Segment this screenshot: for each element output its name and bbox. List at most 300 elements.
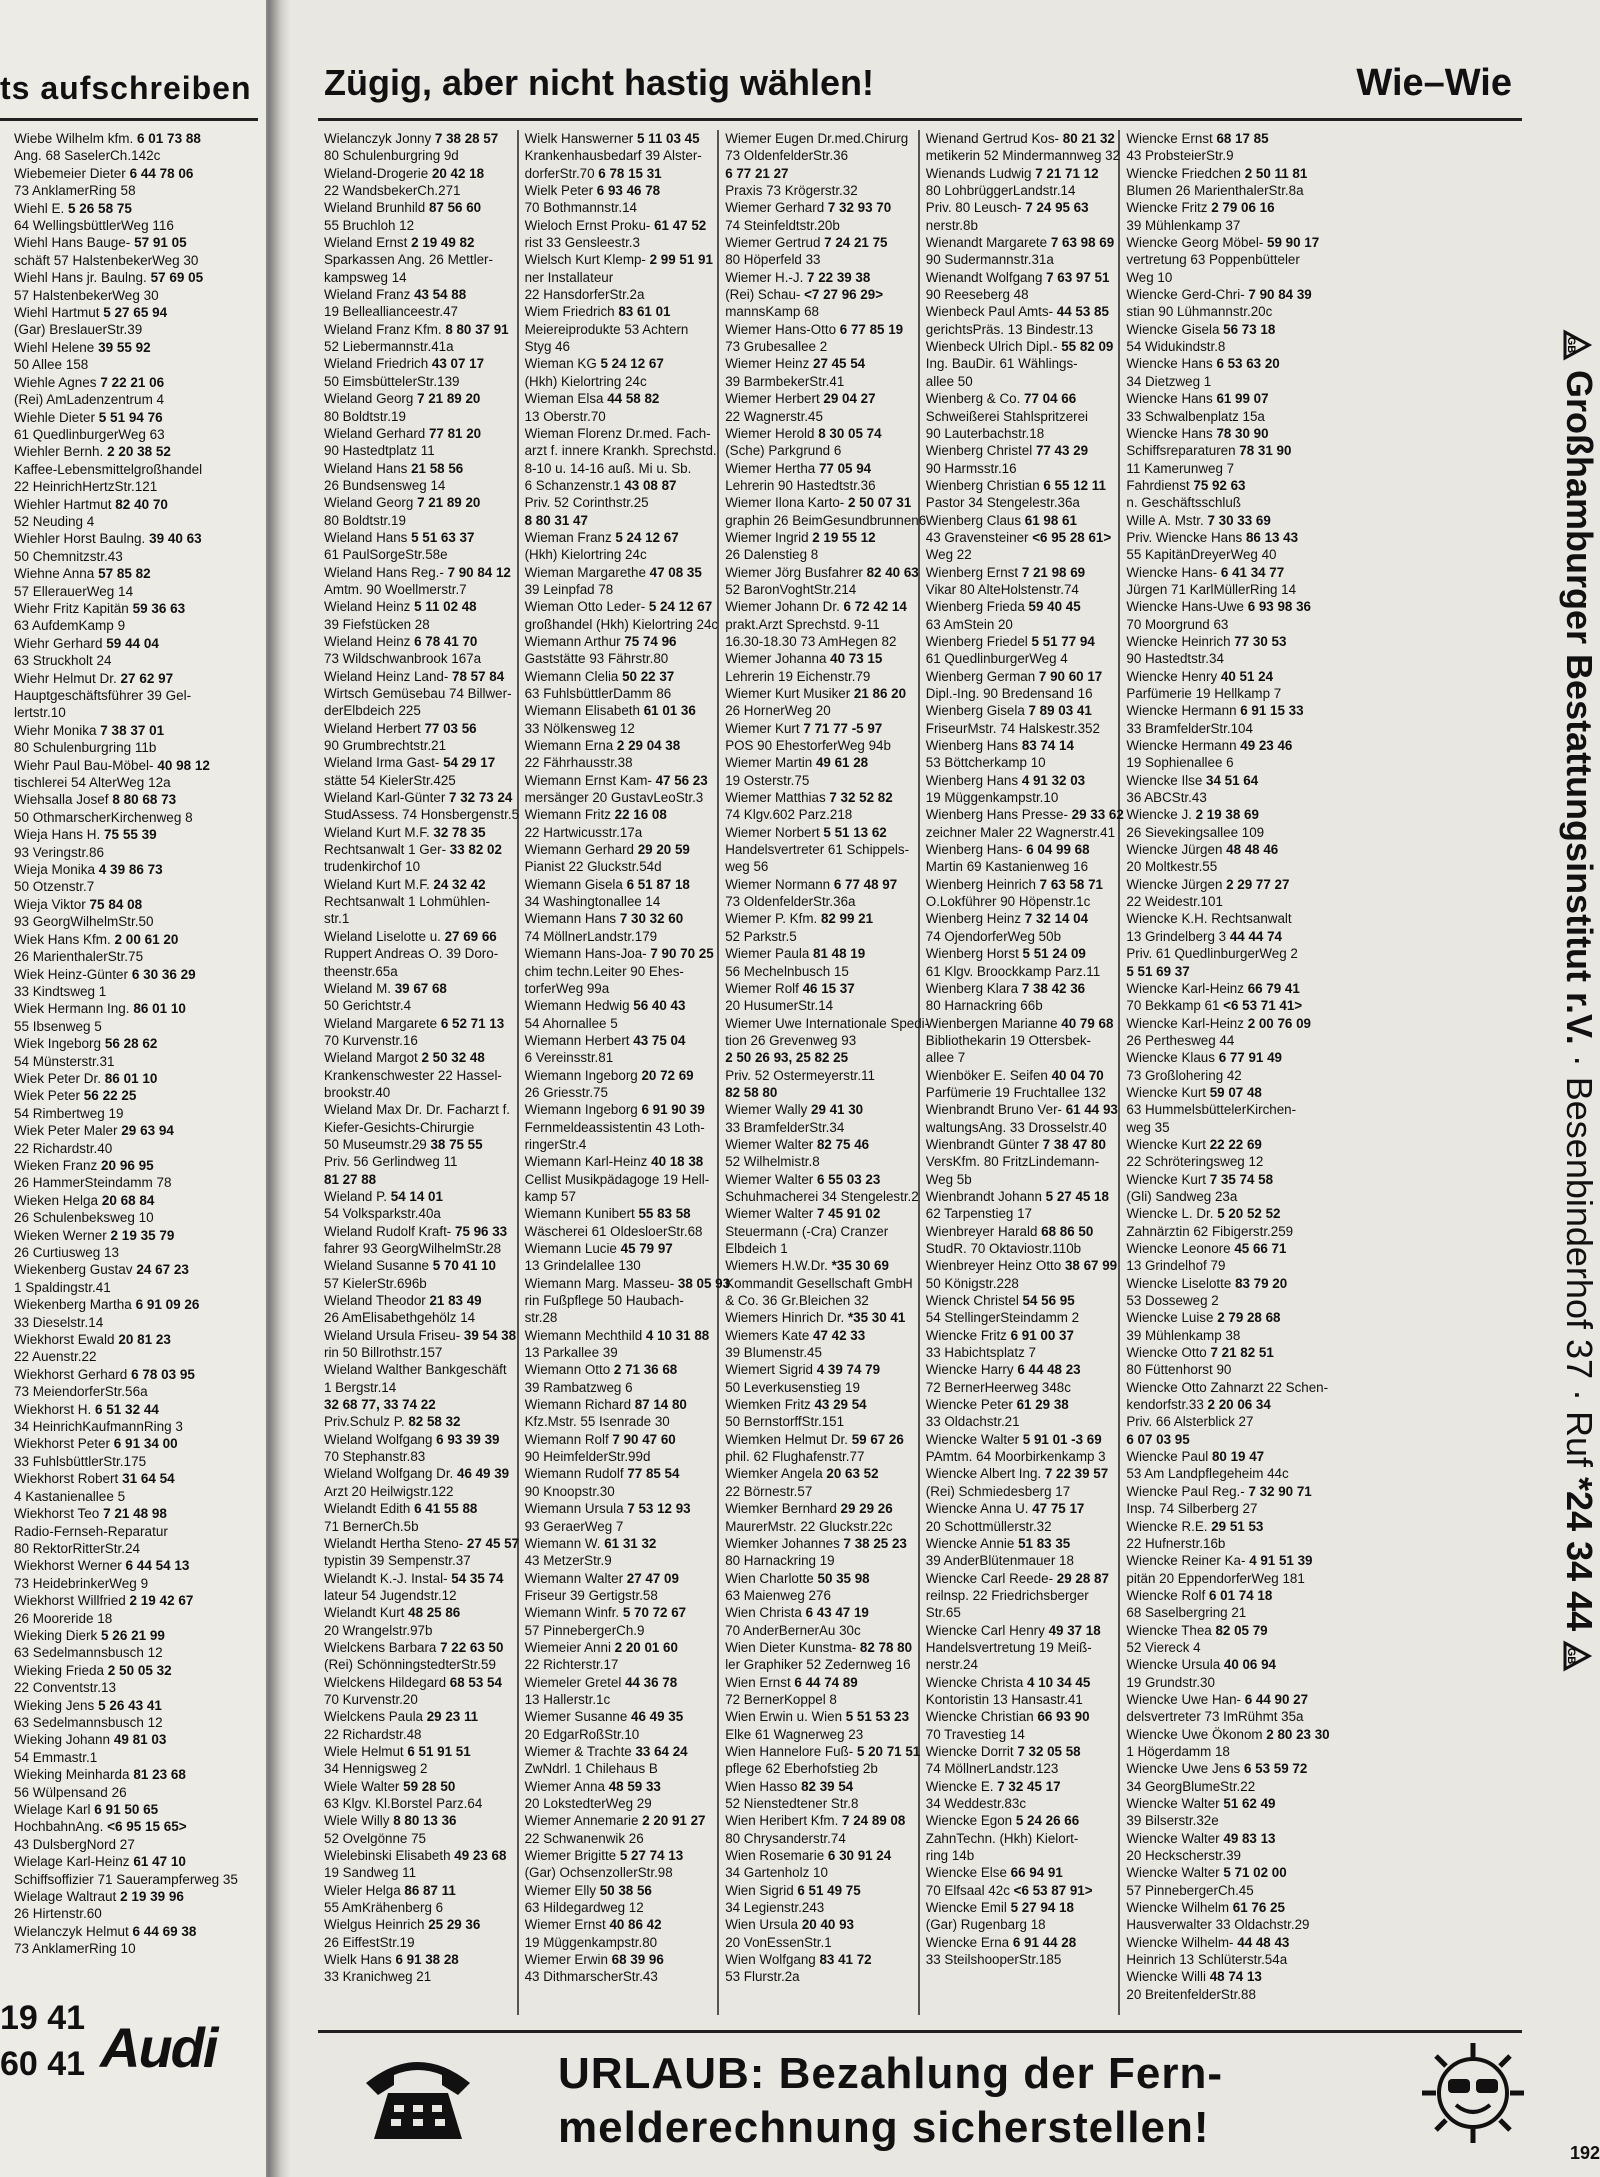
listing-text: Radio-Fernseh-Reparatur xyxy=(14,1523,168,1539)
listing-text: Wienberg Hans xyxy=(925,772,1019,788)
listing-entry xyxy=(525,1500,712,1517)
listing-text: Wiencke Otto xyxy=(1126,1345,1207,1361)
listing-entry xyxy=(14,722,246,739)
phone-number: 20 63 52 xyxy=(826,1466,879,1482)
listing-entry xyxy=(14,1070,246,1087)
phone-number: 6 01 74 18 xyxy=(1209,1587,1273,1603)
listing-text: str.28 xyxy=(524,1310,558,1326)
listing-entry xyxy=(1126,1327,1315,1344)
listing-text: Wiemer Susanne xyxy=(524,1709,628,1725)
listing-text: Wiemann Winfr. xyxy=(524,1605,620,1621)
listing-text: Elbdeich 1 xyxy=(725,1241,788,1256)
listing-text: 43 Gravensteiner xyxy=(925,529,1029,545)
listing-entry xyxy=(926,1292,1113,1309)
listing-entry xyxy=(525,1639,712,1656)
listing-text: 54 StellingerSteindamm 2 xyxy=(925,1310,1080,1326)
listing-text: Wiehl E. xyxy=(14,200,65,216)
listing-text: Wiencke Hans xyxy=(1126,425,1213,441)
listing-entry xyxy=(324,1413,511,1430)
listing-entry xyxy=(324,321,511,338)
listing-text: Dipl.-Ing. 90 Bredensand 16 xyxy=(925,686,1093,701)
listing-column xyxy=(318,130,519,2015)
listing-entry xyxy=(14,983,246,1000)
phone-number: 6 44 54 13 xyxy=(125,1558,190,1574)
listing-text: Wieler Helga xyxy=(324,1882,401,1898)
phone-number: 32 78 35 xyxy=(433,824,486,840)
listing-text: 26 Dalenstieg 8 xyxy=(725,547,819,563)
listing-text: 90 Hastedtstr.34 xyxy=(1126,651,1224,667)
listing-entry xyxy=(926,1916,1113,1933)
listing-text: (Gar) BreslauerStr.39 xyxy=(14,322,143,338)
phone-number: 78 30 90 xyxy=(1216,425,1269,441)
phone-number: 7 38 47 80 xyxy=(1042,1136,1106,1152)
listing-text: Wienberg Hans Presse- xyxy=(925,807,1068,823)
phone-number: 29 51 53 xyxy=(1211,1518,1264,1534)
listing-entry xyxy=(1126,685,1315,702)
directory-page xyxy=(290,0,1600,2177)
listing-text: stätte 54 KielerStr.425 xyxy=(324,772,456,788)
phone-number: 61 47 52 xyxy=(654,217,707,233)
listing-text: Wiemer Johanna xyxy=(725,651,827,667)
listing-entry xyxy=(324,1882,511,1899)
listing-entry xyxy=(525,303,712,320)
listing-entry xyxy=(324,737,511,754)
listing-entry xyxy=(725,806,912,823)
listing-entry xyxy=(725,529,912,546)
listing-text: 52 Parkstr.5 xyxy=(725,928,797,944)
listing-text: Fahrdienst xyxy=(1126,477,1190,493)
listing-text: kampsweg 14 xyxy=(324,269,407,285)
listing-entry xyxy=(725,217,912,234)
listing-entry xyxy=(725,1847,912,1864)
phone-number: 38 67 99 xyxy=(1064,1258,1118,1274)
phone-number: 2 00 61 20 xyxy=(114,931,179,947)
phone-number: 6 30 91 24 xyxy=(827,1848,892,1864)
listing-text: Priv. 66 Alsterblick 27 xyxy=(1126,1414,1254,1430)
phone-number: 5 51 77 94 xyxy=(1031,633,1095,649)
listing-text: 64 WellingsbüttlerWeg 116 xyxy=(14,218,174,234)
listing-text: Wiemann Hans-Joa- xyxy=(524,946,647,962)
listing-text: POS 90 EhestorferWeg 94b xyxy=(725,738,891,754)
listing-entry xyxy=(14,1383,246,1400)
listing-entry xyxy=(725,789,912,806)
phone-number: 39 54 38 xyxy=(463,1327,517,1343)
listing-text: pitän 20 EppendorferWeg 181 xyxy=(1126,1570,1305,1586)
listing-text: Wieland Heinz xyxy=(324,633,411,649)
listing-text: Wien Sigrid xyxy=(725,1882,794,1898)
listing-text: 20 VonEssenStr.1 xyxy=(725,1934,832,1950)
listing-entry xyxy=(525,772,712,789)
listing-text: 55 KapitänDreyerWeg 40 xyxy=(1126,547,1277,563)
listing-text: allee 7 xyxy=(925,1050,966,1066)
sun-with-sunglasses-icon xyxy=(1418,2041,1528,2145)
listing-text: Wiencke Leonore xyxy=(1126,1241,1231,1256)
listing-text: 90 Sudermannstr.31a xyxy=(925,252,1054,268)
listing-entry xyxy=(926,1622,1113,1639)
listing-text: Kaffee-Lebensmittelgroßhandel xyxy=(14,461,203,477)
listing-text: Wiencke Luise xyxy=(1126,1310,1214,1326)
listing-text: Wieman KG xyxy=(524,356,597,372)
listing-entry xyxy=(324,789,511,806)
listing-text: metikerin 52 Mindermannweg 32 xyxy=(925,148,1121,164)
listing-text: Weg 5b xyxy=(925,1171,972,1187)
listing-entry xyxy=(14,966,246,983)
phone-number: 6 07 03 95 xyxy=(1126,1431,1190,1447)
listing-text: 34 Weddestr.83c xyxy=(925,1796,1027,1811)
listing-text: Wiemeler Gretel xyxy=(524,1674,622,1690)
listing-text: 19 Sophienallee 6 xyxy=(1126,755,1234,771)
listing-text: 90 Grumbrechtstr.21 xyxy=(324,738,447,754)
phone-number: 4 91 32 03 xyxy=(1021,772,1086,788)
listing-entry xyxy=(1126,1604,1315,1621)
listing-text: Wieking Meinharda xyxy=(14,1767,130,1783)
listing-entry xyxy=(725,1674,912,1691)
listing-entry xyxy=(14,565,246,582)
phone-number: *35 30 41 xyxy=(847,1310,906,1326)
listing-entry xyxy=(525,1344,712,1361)
phone-number: 2 50 32 48 xyxy=(421,1050,485,1066)
listing-text: Wiencke Gerd-Chri- xyxy=(1126,287,1245,303)
listing-entry xyxy=(1126,1760,1315,1777)
listing-text: Wiemer Hans-Otto xyxy=(725,321,837,337)
phone-number: 24 32 42 xyxy=(433,876,486,892)
listing-text: Wieman Elsa xyxy=(524,391,604,407)
listing-text: 61 PaulSorgeStr.58e xyxy=(324,547,448,563)
listing-entry xyxy=(525,425,712,442)
phone-number: 2 20 91 27 xyxy=(642,1813,706,1829)
listing-entry xyxy=(14,356,246,373)
listing-text: typistin 39 Sempenstr.37 xyxy=(324,1553,471,1569)
listing-text: mannsKamp 68 xyxy=(725,304,819,320)
listing-entry xyxy=(725,997,912,1014)
listing-entry xyxy=(926,1778,1113,1795)
listing-text: Wienberg & Co. xyxy=(925,391,1021,407)
phone-number: 61 76 25 xyxy=(1232,1900,1285,1916)
listing-text: 61 QuedlinburgerWeg 63 xyxy=(14,426,165,442)
listing-entry xyxy=(725,442,912,459)
listing-entry xyxy=(926,1812,1113,1829)
listing-text: Wien Ernst xyxy=(725,1674,791,1690)
listing-text: Wiekhorst Robert xyxy=(14,1471,119,1487)
listing-entry xyxy=(324,1674,511,1691)
listing-text: 63 Sedelmannsbusch 12 xyxy=(14,1645,163,1661)
listing-entry xyxy=(1126,1119,1315,1136)
listing-text: 70 Travestieg 14 xyxy=(925,1726,1025,1742)
listing-entry xyxy=(324,858,511,875)
listing-text: Wiehler Horst Baulng. xyxy=(14,531,146,547)
listing-entry xyxy=(926,616,1113,633)
listing-entry xyxy=(525,598,712,615)
listing-entry xyxy=(725,1015,930,1032)
phone-number: 2 19 35 79 xyxy=(110,1227,175,1243)
listing-entry xyxy=(324,408,511,425)
listing-text: Wiemann Otto xyxy=(524,1362,611,1378)
listing-entry xyxy=(14,1523,246,1540)
phone-number: 5 91 01 -3 69 xyxy=(1022,1431,1102,1447)
listing-entry xyxy=(525,1552,712,1569)
listing-entry xyxy=(926,980,1113,997)
listing-entry xyxy=(14,1940,246,1957)
listing-text: Wiek Peter Maler xyxy=(14,1123,118,1139)
phone-number: 5 20 52 52 xyxy=(1217,1206,1281,1222)
listing-text: Wiemann Rudolf xyxy=(524,1466,624,1482)
phone-number: 80 21 32 xyxy=(1062,131,1115,146)
listing-text: 50 EimsbüttelerStr.139 xyxy=(324,373,460,389)
listing-entry xyxy=(324,1760,511,1777)
listing-text: Wiemann Hans xyxy=(524,911,617,927)
phone-number: 5 51 69 37 xyxy=(1126,963,1190,979)
listing-text: Wieland Hans xyxy=(324,460,408,476)
listing-entry xyxy=(14,252,246,269)
listing-entry xyxy=(324,720,511,737)
listing-text: 68 Saselbergring 21 xyxy=(1126,1605,1247,1621)
phone-number: 43 75 04 xyxy=(633,1032,686,1048)
listing-text: Wiele Willy xyxy=(324,1813,390,1829)
listing-text: 39 Bilserstr.32e xyxy=(1126,1813,1219,1829)
listing-entry xyxy=(525,963,712,980)
listing-text: Wienbergen Marianne xyxy=(925,1015,1058,1031)
listing-entry xyxy=(926,1361,1113,1378)
listing-text: 50 Chemnitzstr.43 xyxy=(14,548,123,564)
listing-text: Wieland Kurt M.F. xyxy=(324,824,430,840)
phone-number: 59 36 63 xyxy=(132,600,186,616)
phone-number: 75 74 96 xyxy=(624,633,677,649)
listing-entry xyxy=(725,1431,912,1448)
listing-text: Wiek Heinz-Günter xyxy=(14,966,129,982)
listing-text: (Hkh) Kielortring 24c xyxy=(524,373,647,389)
phone-number: 21 86 20 xyxy=(853,686,907,701)
listing-entry xyxy=(1126,1674,1315,1691)
listing-entry xyxy=(725,650,912,667)
listing-entry xyxy=(14,530,246,547)
listing-entry xyxy=(14,1749,246,1766)
listing-text: Wieken Helga xyxy=(14,1192,99,1208)
phone-number: 6 41 55 88 xyxy=(414,1501,478,1517)
phone-number: 47 56 23 xyxy=(655,772,708,788)
phone-number: 7 90 70 25 xyxy=(650,946,714,962)
listing-entry xyxy=(926,529,1113,546)
listing-text: Wiencke Georg Möbel- xyxy=(1126,235,1264,251)
listing-entry xyxy=(525,1465,712,1482)
listing-text: 57 EllerauerWeg 14 xyxy=(14,583,134,599)
listing-text: 20 Wrangelstr.97b xyxy=(324,1622,433,1638)
listing-entry xyxy=(1126,408,1315,425)
listing-text: 70 Kurvenstr.20 xyxy=(324,1691,418,1707)
phone-number: 82 39 54 xyxy=(801,1778,854,1794)
listing-text: Wiencke Ernst xyxy=(1126,131,1213,146)
phone-number: 2 00 76 09 xyxy=(1247,1015,1311,1031)
listing-text: 74 MöllnerLandstr.179 xyxy=(524,928,658,944)
listing-text: 80 Schulenburgring 11b xyxy=(14,740,157,756)
listing-text: Wiencke Gisela xyxy=(1126,321,1220,337)
listing-text: Pastor 34 Stengelestr.36a xyxy=(925,495,1080,511)
listing-entry xyxy=(926,286,1113,303)
phone-number: 2 29 77 27 xyxy=(1226,876,1290,892)
listing-entry xyxy=(14,826,246,843)
listing-text: 80 Boldtstr.19 xyxy=(324,408,406,424)
listing-text: Wien Dieter Kunstma- xyxy=(725,1639,857,1655)
listing-text: (Rei) AmLadenzentrum 4 xyxy=(14,392,165,408)
phone-number: 5 24 12 67 xyxy=(615,529,679,545)
listing-entry xyxy=(725,980,912,997)
listing-text: Wiencke Christian xyxy=(925,1709,1034,1725)
listing-text: Martin 69 Kastanienweg 16 xyxy=(925,859,1089,875)
listing-entry xyxy=(525,841,712,858)
phone-number: 4 10 34 45 xyxy=(1027,1674,1091,1690)
listing-text: Wielk Hans xyxy=(324,1952,392,1968)
listing-entry xyxy=(525,147,712,164)
listing-entry xyxy=(525,685,712,702)
listing-text: 63 FuhlsbüttlerDamm 86 xyxy=(524,686,672,701)
phone-number: 5 26 58 75 xyxy=(68,200,132,216)
listing-text: 22 Hufnerstr.16b xyxy=(1126,1535,1226,1551)
phone-number: 44 53 85 xyxy=(1056,304,1109,320)
listing-entry xyxy=(525,1171,712,1188)
listing-entry xyxy=(725,425,912,442)
listing-entry xyxy=(1126,1396,1315,1413)
listing-text: 80 Harnackring 19 xyxy=(725,1553,835,1569)
phone-number: 2 29 04 38 xyxy=(616,738,681,754)
phone-number: 6 78 15 31 xyxy=(598,165,662,181)
listing-text: 53 Flurstr.2a xyxy=(725,1969,800,1985)
listing-text: ring 14b xyxy=(925,1848,975,1864)
phone-number: 59 67 26 xyxy=(851,1431,904,1447)
listing-entry xyxy=(324,1292,511,1309)
listing-text: Wien Heribert Kfm. xyxy=(725,1813,839,1829)
phone-number: <6 95 15 65> xyxy=(107,1819,187,1835)
listing-entry xyxy=(725,754,912,771)
listing-text: ZahnTechn. (Hkh) Kielort- xyxy=(925,1830,1079,1846)
listing-text: gerichtsPräs. 13 Bindestr.13 xyxy=(925,321,1094,337)
listing-entry xyxy=(525,1518,712,1535)
listing-entry xyxy=(926,130,1113,147)
phone-number: 6 44 78 06 xyxy=(129,165,194,181)
listing-text: Handelsvertreter 61 Schippels- xyxy=(725,842,910,858)
listing-entry xyxy=(525,373,712,390)
listing-entry xyxy=(1126,1951,1315,1968)
listing-text: Zahnärztin 62 Fibigerstr.259 xyxy=(1126,1223,1294,1239)
listing-text: 33 Dieselstr.14 xyxy=(14,1314,104,1330)
listing-column xyxy=(920,130,1124,2015)
listing-text: 22 Wagnerstr.45 xyxy=(725,408,823,424)
listing-entry xyxy=(926,650,1113,667)
listing-text: Wiekhorst H. xyxy=(14,1401,92,1417)
listing-entry xyxy=(725,512,927,529)
phone-number: 50 38 56 xyxy=(599,1882,652,1898)
side-ad-phone: *24 34 44 xyxy=(1559,1477,1600,1632)
listing-entry xyxy=(725,1309,912,1326)
listing-text: 90 HeimfelderStr.99d xyxy=(524,1449,651,1465)
listing-entry xyxy=(324,1223,511,1240)
listing-entry xyxy=(324,1396,511,1413)
phone-number: 39 67 68 xyxy=(394,980,447,996)
listing-text: Wiemer Heinz xyxy=(725,356,810,372)
listing-text: Wieland Gerhard xyxy=(324,425,426,441)
phone-number: 4 39 86 73 xyxy=(98,862,163,878)
listing-text: Wiebemeier Dieter xyxy=(14,165,126,181)
phone-number: 5 70 41 10 xyxy=(432,1258,496,1274)
phone-number: 6 91 34 00 xyxy=(113,1436,178,1452)
listing-text: 26 HornerWeg 20 xyxy=(725,703,831,719)
listing-entry xyxy=(725,1622,912,1639)
phone-number: 5 51 24 09 xyxy=(1022,946,1086,962)
phone-number: 2 20 06 34 xyxy=(1207,1397,1271,1413)
phone-number: 83 79 20 xyxy=(1235,1275,1288,1291)
listing-text: Wiele Helmut xyxy=(324,1743,404,1759)
listing-text: 6 Vereinsstr.81 xyxy=(524,1050,614,1066)
listing-text: Wieland Susanne xyxy=(324,1258,429,1274)
listing-entry xyxy=(525,338,712,355)
listing-entry xyxy=(525,1916,712,1933)
listing-text: Styg 46 xyxy=(524,339,571,355)
listing-text: Wiebe Wilhelm kfm. xyxy=(14,131,134,146)
listing-text: Wieland Franz xyxy=(324,287,411,303)
listing-text: 61 QuedlinburgerWeg 4 xyxy=(925,651,1068,667)
listing-text: Wiehr Gerhard xyxy=(14,635,103,651)
listing-text: Wiemeier Anni xyxy=(524,1639,611,1655)
listing-entry xyxy=(1126,1518,1315,1535)
listing-text: Wienberg Claus xyxy=(925,512,1022,528)
listing-entry xyxy=(926,893,1113,910)
listing-entry xyxy=(1126,1015,1315,1032)
listing-text: StudAssess. 74 Honsbergenstr.5 xyxy=(324,807,520,823)
listing-text: Wiek Peter Dr. xyxy=(14,1070,102,1086)
listing-text: 73 AnklamerRing 10 xyxy=(14,1941,136,1957)
listing-entry xyxy=(525,910,712,927)
listing-entry xyxy=(14,1035,246,1052)
phone-number: 27 69 66 xyxy=(444,928,497,944)
listing-entry xyxy=(926,1708,1113,1725)
listing-text: 73 Großlohering 42 xyxy=(1126,1067,1242,1083)
listing-text: Insp. 74 Silberberg 27 xyxy=(1126,1501,1258,1517)
listing-text: 22 Schröteringsweg 12 xyxy=(1126,1154,1264,1170)
listing-entry xyxy=(324,1847,511,1864)
listing-text: 20 Schottmüllerstr.32 xyxy=(925,1518,1052,1534)
listing-entry xyxy=(14,1279,246,1296)
listing-text: Wielage Karl-Heinz xyxy=(14,1854,130,1870)
listing-text: Wielage Waltraut xyxy=(14,1889,117,1905)
listing-entry xyxy=(725,876,912,893)
listing-text: Wien Christa xyxy=(725,1605,802,1621)
listing-entry xyxy=(1126,1223,1315,1240)
phone-number: 87 56 60 xyxy=(428,200,482,216)
listing-text: Wiekhorst Gerhard xyxy=(14,1366,128,1382)
listing-entry xyxy=(14,130,246,147)
listing-text: 70 Elfsaal 42c xyxy=(925,1882,1010,1898)
listing-text: 13 Grindelhof 79 xyxy=(1126,1258,1226,1274)
listing-entry xyxy=(324,529,511,546)
phone-number: 46 15 37 xyxy=(802,980,855,996)
listing-text: 22 Fährhausstr.38 xyxy=(524,755,633,771)
listing-entry xyxy=(324,1257,511,1274)
listing-entry xyxy=(14,443,246,460)
phone-number: 8 80 13 36 xyxy=(393,1813,457,1829)
listing-entry xyxy=(324,1587,511,1604)
listing-entry xyxy=(14,704,246,721)
listing-text: Wienberg German xyxy=(925,668,1036,684)
listing-entry xyxy=(1126,997,1315,1014)
listing-text: 33 Habichtsplatz 7 xyxy=(925,1345,1036,1361)
listing-text: 26 Mooreride 18 xyxy=(14,1610,113,1626)
listing-entry xyxy=(725,1604,912,1621)
phone-number: 75 96 33 xyxy=(455,1223,508,1239)
listing-text: 43 DithmarscherStr.43 xyxy=(524,1969,658,1985)
listing-text: Wiemann Lucie xyxy=(524,1241,617,1256)
phone-number: 61 98 61 xyxy=(1024,512,1077,528)
bottom-advertisement xyxy=(318,2030,1522,2150)
listing-entry xyxy=(1126,1708,1315,1725)
listing-entry xyxy=(525,945,712,962)
